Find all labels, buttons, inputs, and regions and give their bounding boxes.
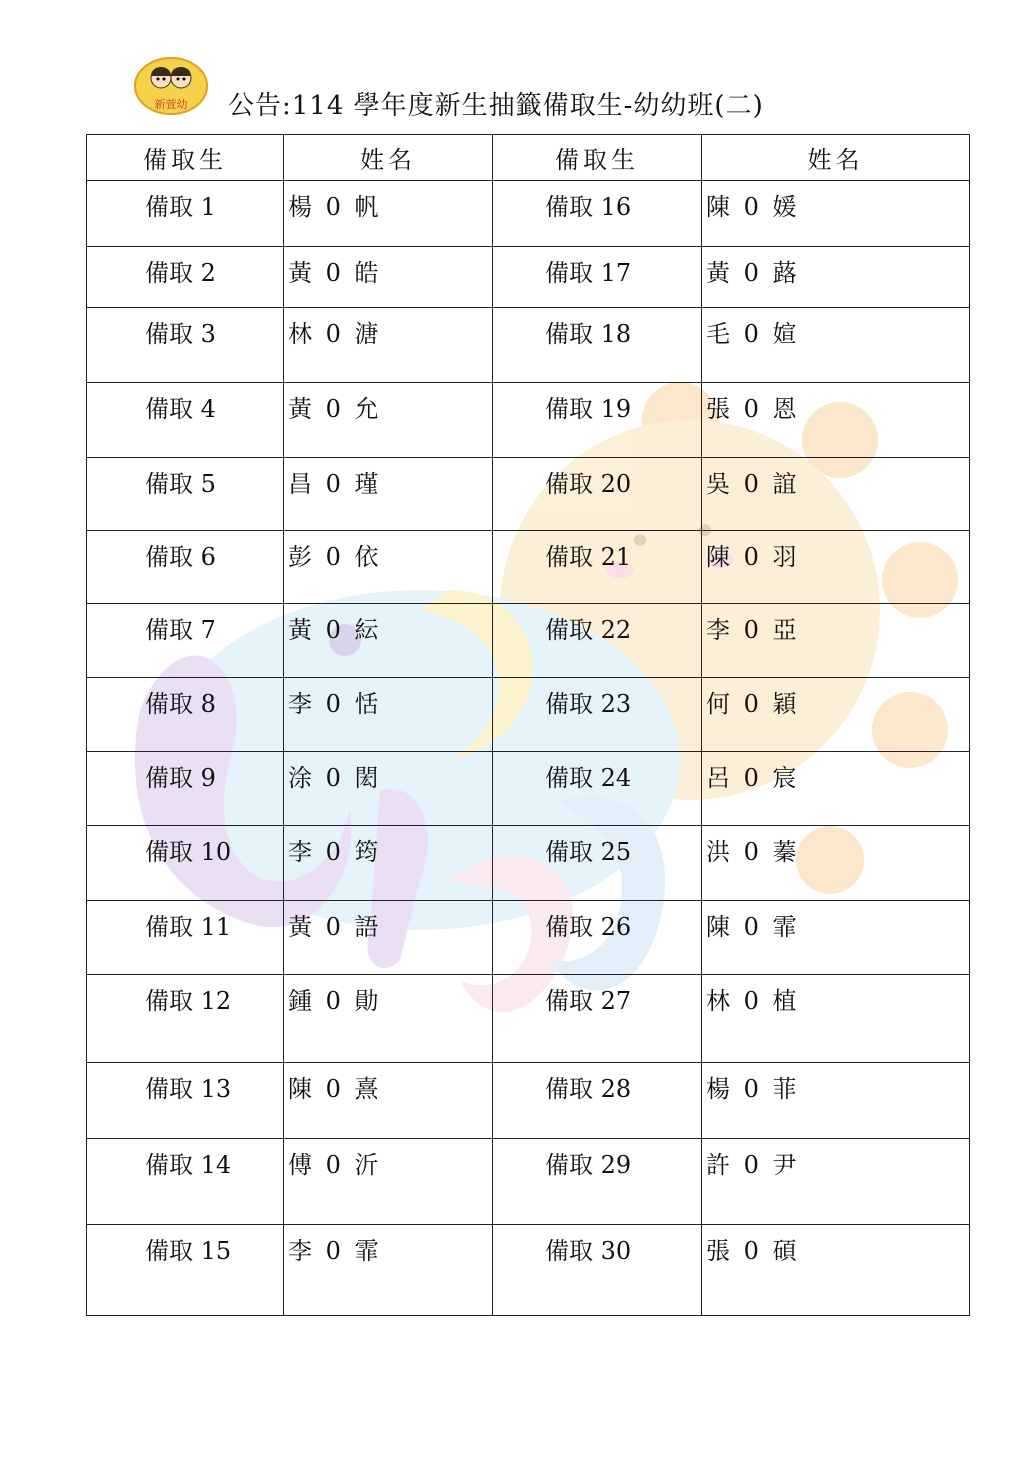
left-name-cell: 鍾 0 勛 (284, 975, 493, 1063)
table-row (87, 1225, 970, 1316)
right-name-cell: 陳 0 羽 (702, 531, 970, 604)
left-name-cell: 李 0 恬 (284, 678, 493, 752)
right-rank-cell: 備取 25 (493, 826, 702, 901)
left-name-cell: 黃 0 允 (284, 383, 493, 458)
left-rank-cell: 備取 12 (87, 975, 284, 1063)
right-name-cell: 洪 0 蓁 (702, 826, 970, 901)
table-row (87, 181, 970, 247)
right-name-cell: 張 0 恩 (702, 383, 970, 458)
right-name-cell: 張 0 碩 (702, 1225, 970, 1316)
table-row (87, 247, 970, 308)
right-rank-cell: 備取 17 (493, 247, 702, 308)
left-name-cell: 李 0 霏 (284, 1225, 493, 1316)
right-name-cell: 林 0 植 (702, 975, 970, 1063)
right-name-cell: 吳 0 誼 (702, 458, 970, 531)
right-rank-cell: 備取 20 (493, 458, 702, 531)
left-rank-cell: 備取 2 (87, 247, 284, 308)
page-title: 公告:114 學年度新生抽籤備取生-幼幼班(二) (228, 91, 764, 121)
right-name-cell: 呂 0 宸 (702, 752, 970, 826)
left-rank-cell: 備取 7 (87, 604, 284, 678)
left-name-cell: 昌 0 瑾 (284, 458, 493, 531)
left-name-cell: 涂 0 閎 (284, 752, 493, 826)
right-rank-cell: 備取 16 (493, 181, 702, 247)
table-row (87, 901, 970, 975)
left-rank-cell: 備取 9 (87, 752, 284, 826)
table-row (87, 1139, 970, 1225)
right-name-cell: 楊 0 菲 (702, 1063, 970, 1139)
left-name-cell: 黃 0 皓 (284, 247, 493, 308)
table-row (87, 678, 970, 752)
table-row (87, 531, 970, 604)
right-name-cell: 李 0 亞 (702, 604, 970, 678)
right-rank-cell: 備取 24 (493, 752, 702, 826)
left-rank-cell: 備取 13 (87, 1063, 284, 1139)
right-rank-cell: 備取 19 (493, 383, 702, 458)
left-rank-cell: 備取 6 (87, 531, 284, 604)
left-rank-cell: 備取 15 (87, 1225, 284, 1316)
right-rank-cell: 備取 22 (493, 604, 702, 678)
right-name-cell: 黃 0 蕗 (702, 247, 970, 308)
left-name-cell: 彭 0 依 (284, 531, 493, 604)
left-name-cell: 陳 0 熹 (284, 1063, 493, 1139)
left-rank-cell: 備取 5 (87, 458, 284, 531)
left-rank-cell: 備取 11 (87, 901, 284, 975)
logo-text: 新萱幼 (154, 98, 188, 111)
right-name-cell: 陳 0 媛 (702, 181, 970, 247)
right-rank-cell: 備取 28 (493, 1063, 702, 1139)
right-name-cell: 陳 0 霏 (702, 901, 970, 975)
header-rank-right: 備取生 (493, 135, 702, 181)
left-name-cell: 黃 0 紜 (284, 604, 493, 678)
left-rank-cell: 備取 4 (87, 383, 284, 458)
right-rank-cell: 備取 21 (493, 531, 702, 604)
waitlist-table (86, 134, 970, 1316)
table-row (87, 975, 970, 1063)
left-name-cell: 李 0 筠 (284, 826, 493, 901)
header-name-left: 姓名 (284, 135, 493, 181)
right-name-cell: 毛 0 媗 (702, 308, 970, 383)
table-row (87, 604, 970, 678)
right-rank-cell: 備取 29 (493, 1139, 702, 1225)
school-logo (133, 56, 209, 116)
left-rank-cell: 備取 8 (87, 678, 284, 752)
right-rank-cell: 備取 30 (493, 1225, 702, 1316)
left-rank-cell: 備取 10 (87, 826, 284, 901)
left-rank-cell: 備取 1 (87, 181, 284, 247)
right-rank-cell: 備取 26 (493, 901, 702, 975)
right-name-cell: 何 0 穎 (702, 678, 970, 752)
header-name-right: 姓名 (702, 135, 970, 181)
table-row (87, 826, 970, 901)
left-name-cell: 林 0 溏 (284, 308, 493, 383)
right-rank-cell: 備取 23 (493, 678, 702, 752)
left-name-cell: 傅 0 沂 (284, 1139, 493, 1225)
left-rank-cell: 備取 14 (87, 1139, 284, 1225)
header-row (87, 135, 970, 181)
header-rank-left: 備取生 (87, 135, 284, 181)
table-row (87, 752, 970, 826)
table-row (87, 1063, 970, 1139)
left-name-cell: 黃 0 語 (284, 901, 493, 975)
left-rank-cell: 備取 3 (87, 308, 284, 383)
table-row (87, 383, 970, 458)
right-rank-cell: 備取 18 (493, 308, 702, 383)
right-rank-cell: 備取 27 (493, 975, 702, 1063)
table-row (87, 308, 970, 383)
left-name-cell: 楊 0 帆 (284, 181, 493, 247)
right-name-cell: 許 0 尹 (702, 1139, 970, 1225)
table-row (87, 458, 970, 531)
